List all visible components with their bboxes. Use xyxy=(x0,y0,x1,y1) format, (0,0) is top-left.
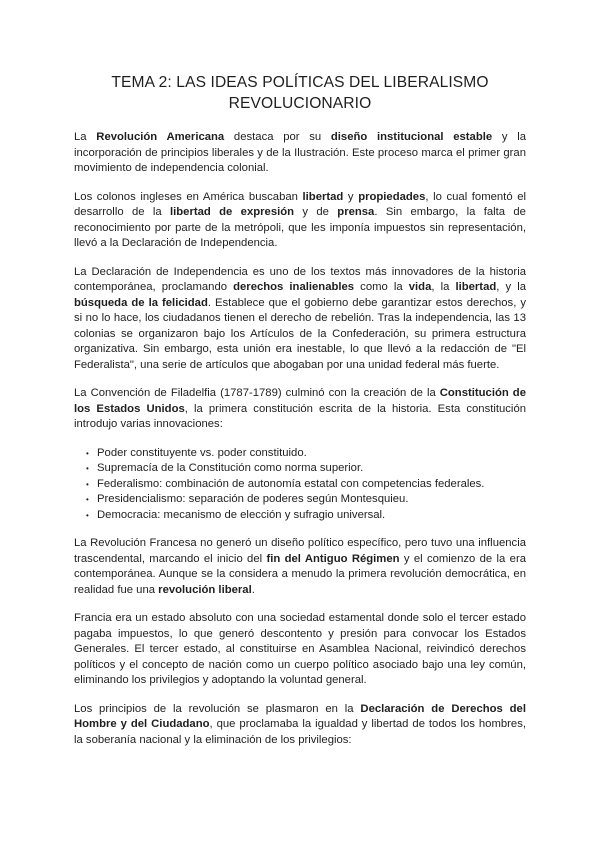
bold-term: Declaración de Derechos del Hombre y del Ciudadano xyxy=(74,702,526,730)
bold-term: libertad xyxy=(455,281,497,293)
text-run: , la xyxy=(431,281,456,293)
list-item: • Presidencialismo: separación de poderes según Montesquieu. xyxy=(88,492,526,508)
list-item: • Federalismo: combinación de autonomía estatal con competencias federales. xyxy=(88,477,526,493)
text-run: destaca por su xyxy=(224,131,331,143)
bold-term: revolución liberal xyxy=(158,583,252,596)
bold-term: Revolución Americana xyxy=(96,131,225,143)
text-run: , y la xyxy=(496,281,526,293)
paragraph-declaracion-independencia xyxy=(74,265,526,374)
text-run: , lo cual fomentó el desarrollo de la xyxy=(74,190,526,218)
paragraph-declaracion-derechos xyxy=(74,702,526,749)
text-run: y la incorporación de principios liberales y de la Ilustración. Este proceso marca el primer gran movimiento de independencia colonial. xyxy=(74,131,526,174)
text-run: Los principios de la revolución se plasmaron en la xyxy=(74,702,361,715)
text-run: , que proclamaba la igualdad y libertad de todos los hombres, la soberanía nacional y la eliminación de los privilegios: xyxy=(74,718,526,746)
bold-term: derechos inalienables xyxy=(233,281,355,293)
paragraph-colonos-ingleses xyxy=(74,190,526,252)
innovations-list xyxy=(74,446,526,524)
bold-term: libertad xyxy=(302,190,344,203)
paragraph-revolucion-francesa xyxy=(74,536,526,598)
bold-term: libertad de expresión xyxy=(170,206,295,218)
bold-term: fin del Antiguo Régimen xyxy=(266,552,400,565)
bold-term: vida xyxy=(408,281,432,293)
bold-term: Constitución de los Estados Unidos xyxy=(74,387,526,415)
text-run: y el comienzo de la era contemporánea. Aunque se la considera a menudo la primera revolución democrática, en realidad fue una xyxy=(74,552,526,596)
text-run: y de xyxy=(294,206,338,218)
text-run: La Convención de Filadelfia (1787-1789) culminó con la creación de la xyxy=(74,387,440,399)
bold-term: prensa xyxy=(337,206,375,218)
text-run: Francia era un estado absoluto con una sociedad estamental donde solo el tercer estado pagaba impuestos, lo que generó descontento y presión para convocar los Estados Generales. El tercer estado, al constituirse en Asamblea Nacional, reivindicó derechos políticos y el concepto de nación como un cuerpo político asociado bajo una ley común, eliminando los privilegios y adoptando la voluntad general. xyxy=(74,612,526,686)
text-run: La Declaración de Independencia es uno de los textos más innovadores de la historia contemporánea, proclamando xyxy=(74,265,526,293)
list-item: • Democracia: mecanismo de elección y sufragio universal. xyxy=(88,508,526,524)
page-title: TEMA 2: LAS IDEAS POLÍTICAS DEL LIBERALISMO REVOLUCIONARIO xyxy=(111,74,489,112)
text-run: . xyxy=(251,583,255,596)
bold-term: búsqueda de la felicidad xyxy=(74,296,208,309)
text-run: como la xyxy=(354,281,409,293)
text-run: , la primera constitución escrita de la historia. Esta constitución introdujo varias innovaciones: xyxy=(74,402,527,430)
list-item: • Poder constituyente vs. poder constituido. xyxy=(88,446,526,462)
text-run: La xyxy=(74,131,97,143)
text-run: La Revolución Francesa no generó un diseño político específico, pero tuvo una influencia trascendental, marcando el inicio del xyxy=(74,537,526,565)
paragraph-francia-estado-absoluto xyxy=(74,611,526,689)
list-item: • Supremacía de la Constitución como norma superior. xyxy=(88,461,526,477)
text-run: y xyxy=(343,190,359,203)
text-run: Los colonos ingleses en América buscaban xyxy=(74,190,303,203)
bold-term: propiedades xyxy=(358,190,426,203)
text-run: . Sin embargo, la falta de reconocimiento por parte de la metrópoli, que les imponía impuestos sin representación, llevó a la Declaración de Independencia. xyxy=(74,206,526,249)
text-run: . Establece que el gobierno debe garantizar estos derechos, y si no lo hace, los ciudadanos tienen el derecho de rebelión. Tras la independencia, las 13 colonias se organizaron bajo los Artículos de la Confederación, su primera estructura organizativa. Sin embargo, esta unión era inestable, lo que llevó a la redacción de "El Federalista", una serie de artículos que abogaban por una unidad federal más fuerte. xyxy=(74,296,526,371)
paragraph-revolucion-americana xyxy=(74,130,526,177)
bold-term: diseño institucional estable xyxy=(330,131,493,143)
paragraph-convencion-filadelfia xyxy=(74,386,526,433)
